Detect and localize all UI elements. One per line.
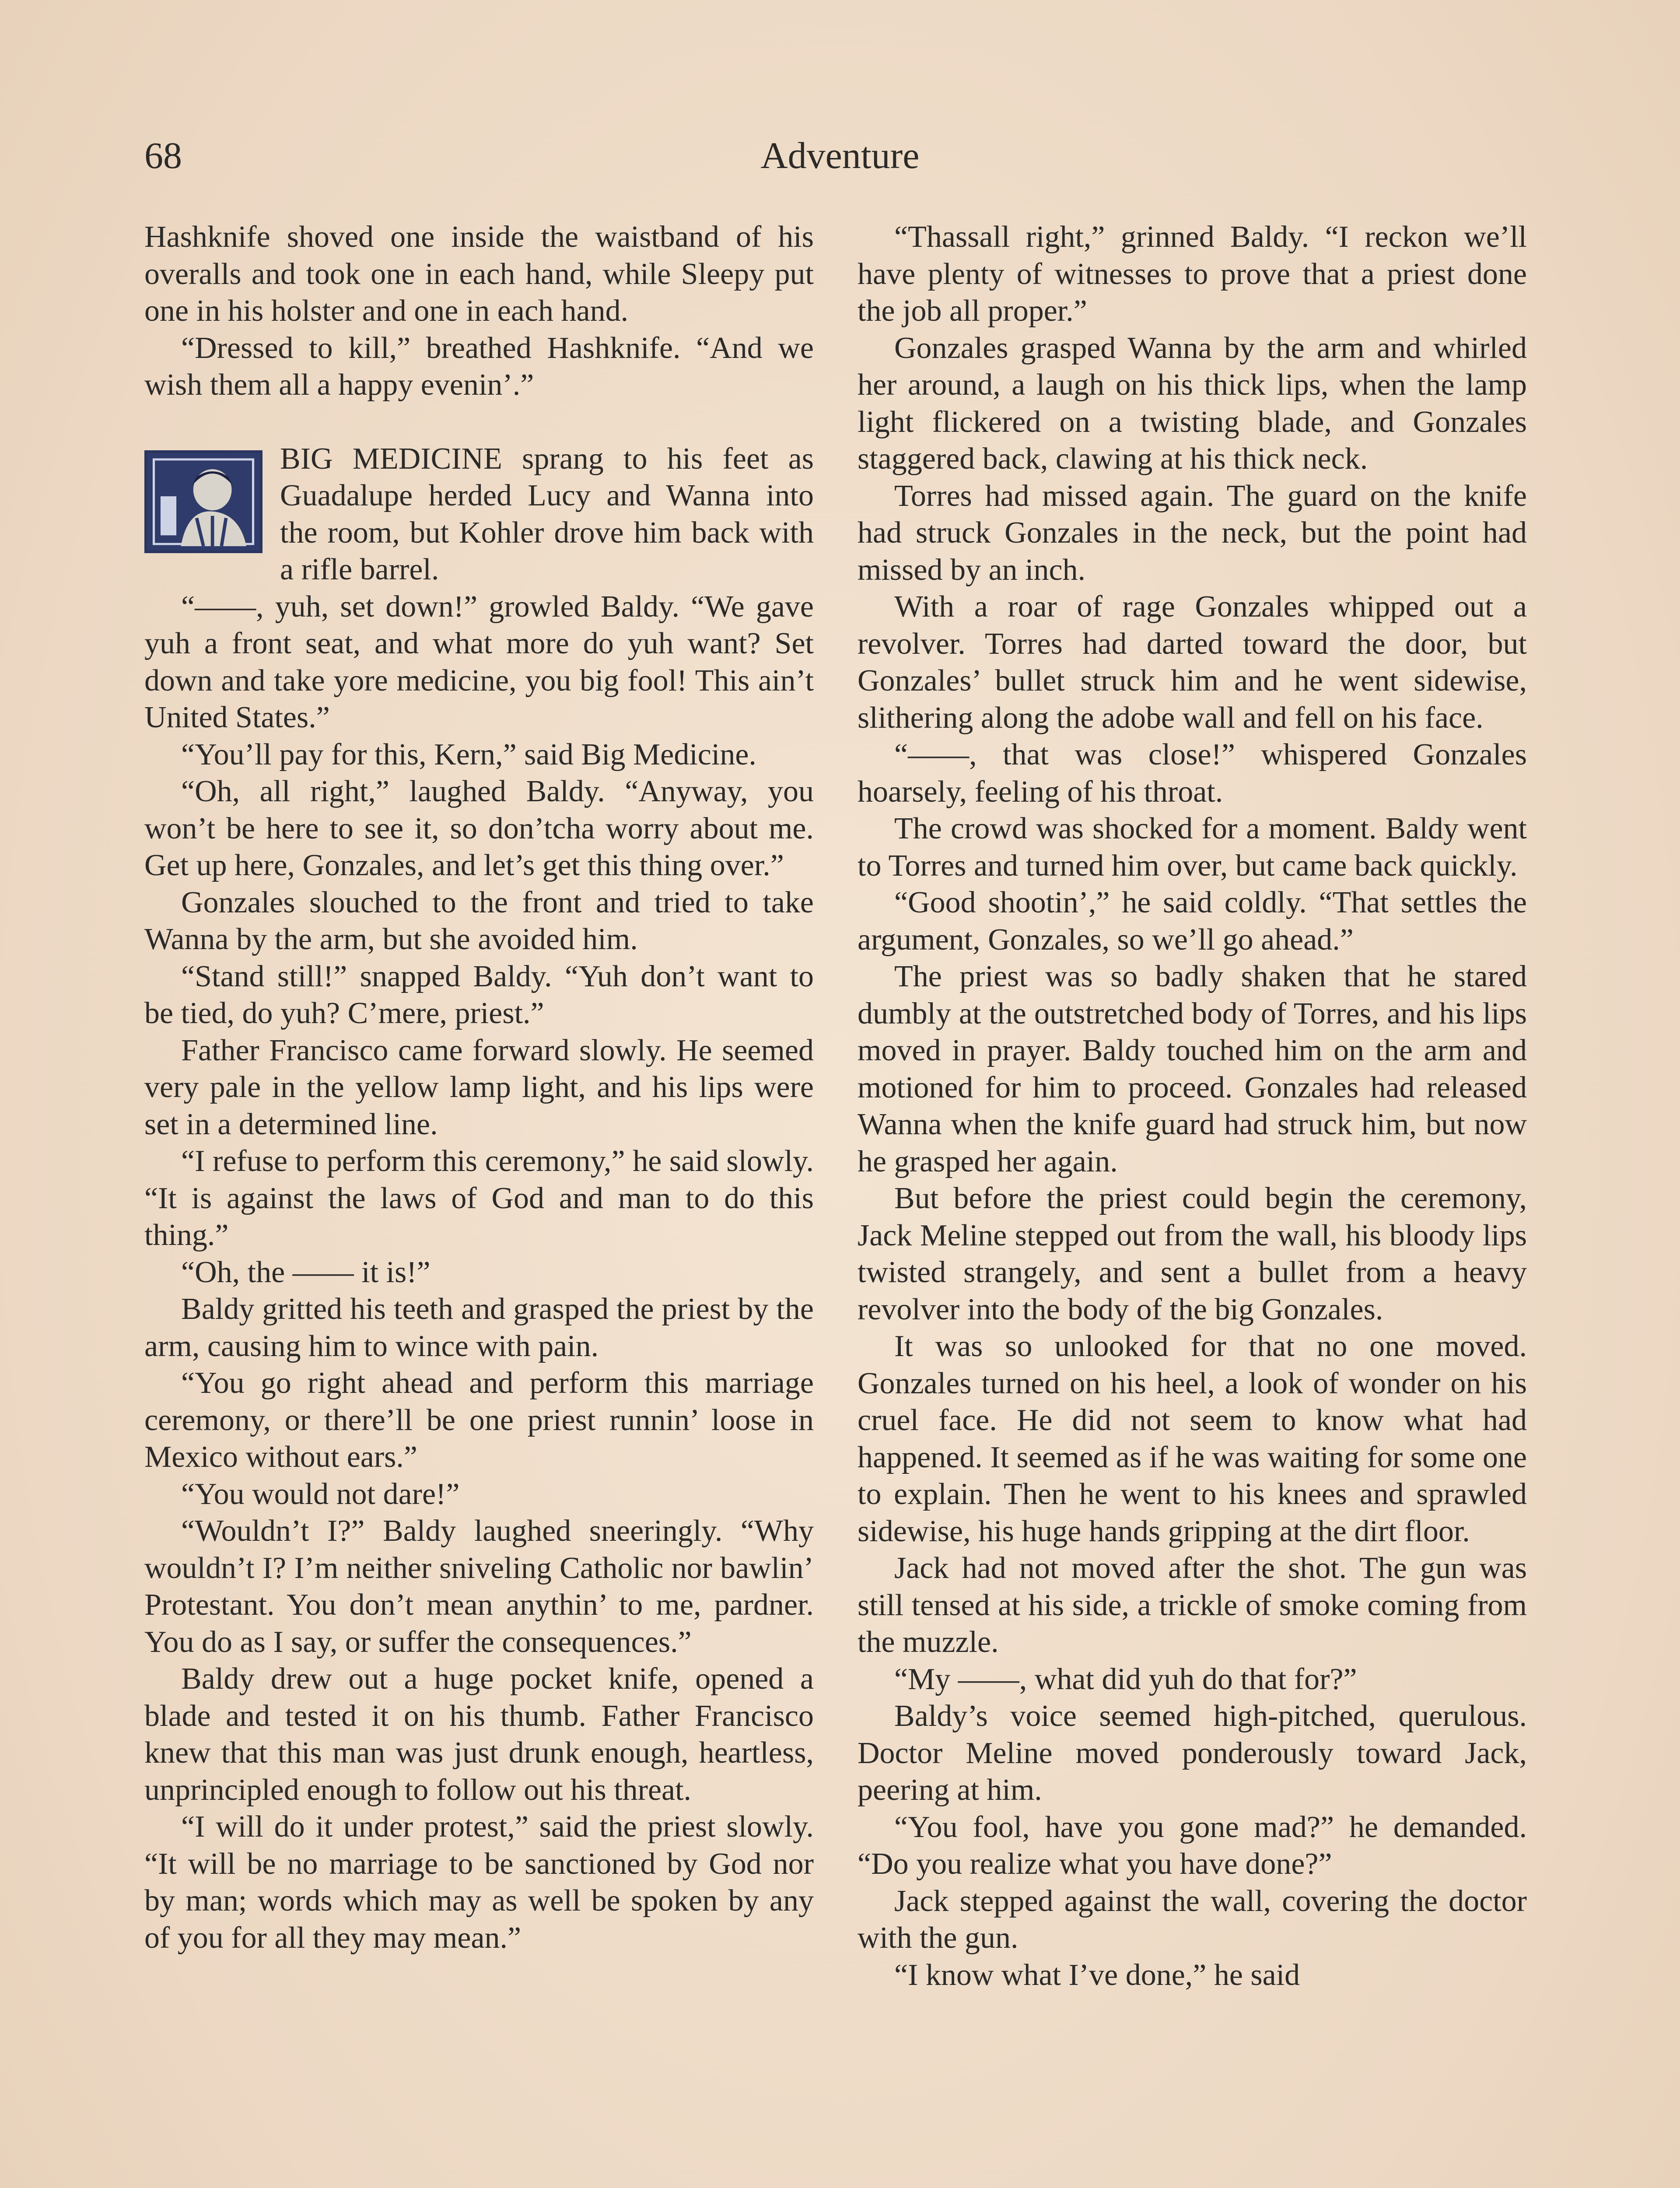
section-break <box>144 404 814 441</box>
paragraph: “You go right ahead and perform this marriage ceremony, or there’ll be one priest runnin’ loose in Mexico without ears.” <box>144 1366 814 1474</box>
paragraph: “——, that was close!” whispered Gonzales hoarsely, feeling of his throat. <box>858 738 1527 809</box>
paragraph: “You would not dare!” <box>181 1477 460 1511</box>
paragraph: “You’ll pay for this, Kern,” said Big Medicine. <box>181 737 756 771</box>
paragraph: “Dressed to kill,” breathed Hashknife. “And we wish them all a happy evenin’.” <box>144 331 814 402</box>
running-header <box>144 131 1536 179</box>
paragraph: BIG MEDICINE sprang to his feet as Guadalupe herded Lucy and Wanna into the room, but Kohler drove him back with a rifle barrel. <box>280 442 814 586</box>
paragraph: “Stand still!” snapped Baldy. “Yuh don’t want to be tied, do yuh? C’mere, priest.” <box>144 959 814 1030</box>
paragraph: “——, yuh, set down!” growled Baldy. “We gave yuh a front seat, and what more do yuh want? Set down and take yore medicine, you big fool! This ain’t United States.” <box>144 589 814 734</box>
page-number: 68 <box>144 134 182 176</box>
running-title: Adventure <box>760 134 920 176</box>
paragraph: Gonzales grasped Wanna by the arm and whirled her around, a laugh on his thick lips, when the lamp light flickered on a twisting blade, and Gonzales staggered back, clawing at his thick neck. <box>858 331 1527 476</box>
paragraph: The priest was so badly shaken that he stared dumbly at the outstretched body of Torres, and his lips moved in prayer. Baldy touched him on the arm and motioned for him to proceed. Gonzales had released Wanna when the knife guard had struck him, but now he grasped her again. <box>858 960 1527 1178</box>
left-column <box>144 219 814 1957</box>
paragraph: “Thassall right,” grinned Baldy. “I reckon we’ll have plenty of witnesses to prove that a priest done the job all proper.” <box>858 220 1527 328</box>
paragraph: “My ——, what did yuh do that for?” <box>894 1662 1357 1696</box>
paragraph: Torres had missed again. The guard on the knife had struck Gonzales in the neck, but the point had missed by an inch. <box>858 479 1527 587</box>
paragraph: But before the priest could begin the ceremony, Jack Meline stepped out from the wall, his bloody lips twisted strangely, and sent a bullet from a heavy revolver into the body of the big Gonzales. <box>858 1182 1527 1326</box>
paragraph: Father Francisco came forward slowly. He seemed very pale in the yellow lamp light, and his lips were set in a determined line. <box>144 1033 814 1141</box>
paragraph: Baldy’s voice seemed high-pitched, querulous. Doctor Meline moved ponderously toward Jack, peering at him. <box>858 1699 1527 1807</box>
paragraph: “I know what I’ve done,” he said <box>894 1958 1300 1992</box>
paragraph: It was so unlooked for that no one moved. Gonzales turned on his heel, a look of wonder on his cruel face. He did not seem to know what had happened. It seemed as if he was waiting for some one to explain. Then he went to his knees and sprawled sidewise, his huge hands gripping at the dirt floor. <box>858 1329 1527 1548</box>
paragraph: Baldy gritted his teeth and grasped the priest by the arm, causing him to wince with pain. <box>144 1292 814 1363</box>
paragraph: The crowd was shocked for a moment. Baldy went to Torres and turned him over, but came back quickly. <box>858 812 1527 883</box>
paragraph: “Oh, the —— it is!” <box>181 1255 430 1289</box>
paragraph: “I refuse to perform this ceremony,” he said slowly. “It is against the laws of God and man to do this thing.” <box>144 1144 814 1252</box>
paragraph: “You fool, have you gone mad?” he demanded. “Do you realize what you have done?” <box>858 1810 1527 1881</box>
paragraph: “Wouldn’t I?” Baldy laughed sneeringly. “Why wouldn’t I? I’m neither sniveling Catholic nor bawlin’ Protestant. You don’t mean anythin’ to me, pardner. You do as I say, or suffer the consequences.” <box>144 1514 814 1659</box>
right-column <box>858 219 1527 1994</box>
paragraph: Jack stepped against the wall, covering the doctor with the gun. <box>858 1884 1527 1955</box>
paragraph: Jack had not moved after the shot. The gun was still tensed at his side, a trickle of smoke coming from the muzzle. <box>858 1551 1527 1659</box>
paragraph: With a roar of rage Gonzales whipped out a revolver. Torres had darted toward the door, but Gonzales’ bullet struck him and he went sidewise, slithering along the adobe wall and fell on his face. <box>858 590 1527 735</box>
paragraph: “Good shootin’,” he said coldly. “That settles the argument, Gonzales, so we’ll go ahead.” <box>858 886 1527 957</box>
paragraph: Baldy drew out a huge pocket knife, opened a blade and tested it on his thumb. Father Francisco knew that this man was just drunk enough, heartless, unprincipled enough to follow out his threat. <box>144 1662 814 1807</box>
paragraph: “I will do it under protest,” said the priest slowly. “It will be no marriage to be sanctioned by God nor by man; words which may as well be spoken by any of you for all they may mean.” <box>144 1810 814 1955</box>
paragraph: “Oh, all right,” laughed Baldy. “Anyway, you won’t be here to see it, so don’tcha worry about me. Get up here, Gonzales, and let’s get this thing over.” <box>144 775 814 882</box>
paragraph: Gonzales slouched to the front and tried to take Wanna by the arm, but she avoided him. <box>144 885 814 956</box>
drop-cap-ornament-icon <box>144 450 262 553</box>
paragraph: Hashknife shoved one inside the waistband of his overalls and took one in each hand, while Sleepy put one in his holster and one in each hand. <box>144 220 814 328</box>
